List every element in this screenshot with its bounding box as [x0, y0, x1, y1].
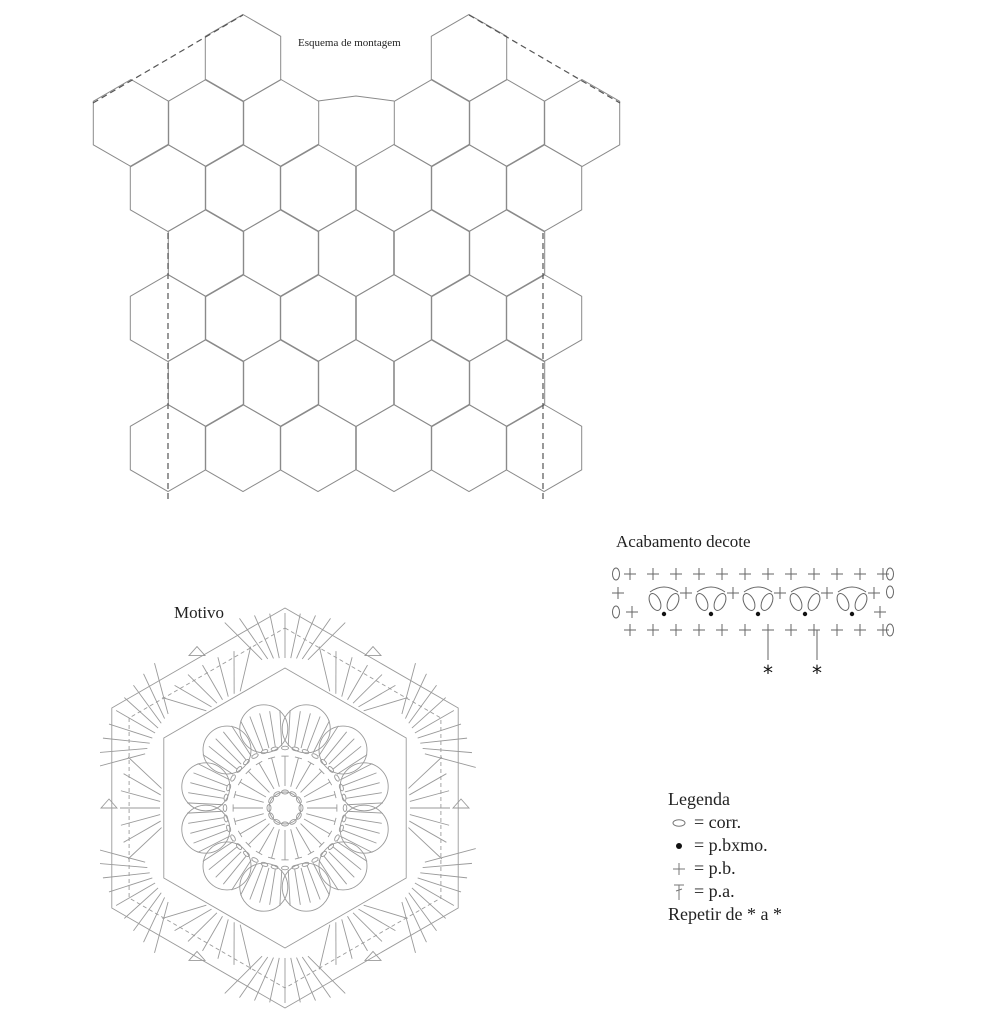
corner-fan-stitch	[133, 685, 161, 723]
legend	[668, 788, 782, 926]
double-crochet-spoke	[223, 732, 246, 760]
assembly-hexagon	[318, 340, 393, 427]
double-crochet-spoke	[324, 732, 347, 760]
double-crochet-spoke	[209, 847, 237, 870]
double-crochet-spoke	[346, 793, 382, 799]
corner-fan-stitch	[155, 902, 169, 953]
corner-fan-stitch	[225, 956, 262, 993]
side-fan-stitch	[353, 675, 382, 704]
corner-fan-stitch	[100, 748, 147, 752]
double-crochet-spoke	[188, 793, 224, 799]
slip-stitch-dot-icon	[668, 841, 690, 851]
side-fan-stitch	[409, 821, 446, 842]
shell-oval	[647, 592, 664, 613]
double-crochet-spoke	[280, 710, 282, 746]
corner-fan-stitch	[100, 754, 145, 768]
corner-fan-stitch	[308, 956, 345, 993]
assembly-hexagon	[469, 210, 544, 297]
assembly-hexagon	[205, 405, 280, 492]
double-crochet-spoke	[280, 870, 282, 906]
double-crochet-spoke	[329, 739, 354, 764]
double-crochet-top	[238, 831, 242, 837]
corner-fan-stitch	[124, 698, 158, 729]
chain-oval	[334, 774, 341, 782]
double-crochet-spoke	[345, 783, 380, 792]
shell-oval	[806, 592, 823, 613]
assembly-hexagon	[243, 210, 318, 297]
assembly-hexagon	[469, 340, 544, 427]
shell-arc	[650, 587, 678, 592]
shell-oval	[712, 592, 729, 613]
double-crochet-spoke	[235, 814, 264, 822]
corner-fan-stitch	[225, 623, 262, 660]
chain-oval	[223, 805, 227, 812]
neck-finish-title: Acabamento decote	[616, 532, 751, 551]
double-crochet-spoke	[235, 795, 264, 803]
double-crochet-spoke	[248, 771, 269, 792]
assembly-hexagon	[205, 15, 280, 102]
assembly-hexagon	[394, 340, 469, 427]
corner-fan-stitch	[144, 674, 165, 719]
double-crochet-spoke	[216, 739, 241, 764]
corner-fan-stitch	[308, 623, 345, 660]
slip-stitch-dot	[709, 612, 713, 616]
double-crochet-tee-icon	[668, 883, 690, 901]
assembly-hexagon	[506, 145, 581, 232]
double-crochet-top	[328, 831, 332, 837]
legend-item-single-crochet	[668, 857, 782, 880]
legend-item-label: = corr.	[694, 812, 742, 832]
double-crochet-spoke	[240, 819, 266, 834]
corner-fan-stitch	[116, 883, 155, 906]
right-shoulder-dash	[469, 15, 620, 103]
assembly-hexagon	[431, 275, 506, 362]
double-crochet-top	[238, 779, 242, 785]
double-crochet-spoke	[260, 868, 269, 903]
side-fan-stitch	[410, 791, 449, 802]
slip-stitch-dot	[662, 612, 666, 616]
corner-fan-stitch	[409, 893, 437, 931]
corner-fan-stitch	[144, 897, 165, 942]
corner-fan-stitch	[418, 724, 461, 738]
double-crochet-spoke	[250, 717, 263, 751]
assembly-hexagon	[168, 340, 243, 427]
corner-fan-stitch	[409, 685, 437, 723]
picot-triangle	[453, 799, 469, 808]
double-crochet-spoke	[270, 711, 276, 747]
picot-triangle	[101, 799, 117, 808]
side-fan-stitch	[410, 815, 449, 826]
side-fan-stitch	[188, 913, 217, 942]
assembly-hexagon	[356, 275, 431, 362]
double-crochet-spoke	[304, 782, 330, 797]
picot-triangle	[365, 951, 381, 960]
side-fan-stitch	[348, 665, 368, 700]
corner-fan-stitch	[109, 724, 152, 738]
side-fan-stitch	[188, 675, 217, 704]
corner-fan-stitch	[402, 902, 416, 953]
chain-oval	[613, 568, 620, 580]
side-fan-stitch	[121, 815, 160, 826]
corner-fan-stitch	[297, 958, 316, 1001]
double-crochet-spoke	[187, 811, 223, 813]
assembly-hexagon	[318, 210, 393, 297]
corner-fan-stitch	[412, 888, 446, 919]
double-crochet-spoke	[240, 782, 266, 797]
left-shoulder-dash	[93, 15, 243, 103]
double-crochet-spoke	[194, 773, 228, 786]
motif-chart	[100, 598, 480, 1018]
assembly-hexagon	[168, 80, 243, 167]
double-crochet-top	[308, 851, 314, 855]
side-fan-stitch	[408, 757, 441, 788]
double-crochet-spoke	[295, 711, 301, 747]
picot-triangle	[189, 647, 205, 656]
assembly-hexagon	[356, 145, 431, 232]
side-fan-stitch	[175, 685, 212, 706]
double-crochet-spoke	[295, 869, 301, 905]
chain-oval	[311, 857, 319, 864]
double-crochet-spoke	[272, 758, 280, 787]
double-crochet-spoke	[329, 852, 354, 877]
corner-fan-stitch	[302, 618, 330, 659]
assembly-hexagon	[431, 15, 506, 102]
corner-fan-stitch	[418, 878, 461, 892]
double-crochet-spoke	[188, 818, 224, 824]
slip-stitch-dot	[756, 612, 760, 616]
legend-title: Legenda	[668, 789, 730, 809]
chain-oval	[311, 753, 319, 760]
chain-oval	[261, 861, 269, 867]
double-crochet-spoke	[209, 746, 237, 769]
assembly-hexagon	[243, 80, 318, 167]
chain-oval	[302, 861, 310, 867]
legend-item-label: = p.a.	[694, 881, 735, 901]
shell-arc	[697, 587, 725, 592]
corner-fan-stitch	[254, 615, 273, 658]
double-crochet-spoke	[190, 824, 225, 833]
double-crochet-spoke	[216, 852, 241, 877]
double-crochet-spoke	[187, 803, 223, 805]
hexagon-grid	[93, 15, 619, 501]
double-crochet-spoke	[248, 824, 269, 845]
chain-oval	[226, 784, 232, 792]
double-crochet-spoke	[250, 866, 263, 900]
side-fan-stitch	[408, 828, 441, 859]
chain-oval-icon	[668, 818, 690, 828]
double-crochet-spoke	[324, 856, 347, 884]
double-crochet-spoke	[194, 830, 228, 843]
corner-fan-stitch	[297, 615, 316, 658]
corner-fan-stitch	[100, 849, 145, 863]
side-fan-stitch	[218, 919, 228, 958]
assembly-hexagon	[243, 340, 318, 427]
double-crochet-spoke	[259, 763, 274, 789]
chain-oval	[282, 866, 289, 870]
neck-finish-chart	[600, 552, 910, 682]
side-fan-stitch	[358, 909, 395, 930]
assembly-hexagon	[205, 145, 280, 232]
corner-fan-stitch	[423, 863, 472, 867]
legend-item-label: = p.b.	[694, 858, 736, 878]
corner-fan-stitch	[420, 873, 467, 878]
double-crochet-spoke	[347, 803, 383, 805]
corner-fan-stitch	[155, 663, 169, 714]
double-crochet-spoke	[301, 713, 310, 748]
chain-oval	[338, 784, 344, 792]
double-crochet-spoke	[304, 819, 330, 834]
double-crochet-spoke	[301, 868, 310, 903]
double-crochet-spoke	[307, 717, 320, 751]
shell-oval	[788, 592, 805, 613]
side-fan-stitch	[175, 909, 212, 930]
repeat-mark-right: *	[812, 661, 822, 682]
neck-edge	[318, 96, 394, 101]
double-crochet-spoke	[259, 827, 274, 853]
double-crochet-spoke	[343, 773, 377, 786]
double-crochet-spoke	[272, 829, 280, 858]
side-fan-stitch	[342, 919, 352, 958]
legend-item-chain	[668, 811, 782, 834]
double-crochet-spoke	[301, 824, 322, 845]
single-crochet-cross-icon	[668, 862, 690, 876]
shell-oval	[759, 592, 776, 613]
assembly-hexagon	[356, 405, 431, 492]
assembly-hexagon	[280, 145, 355, 232]
double-crochet-spoke	[296, 827, 311, 853]
chain-oval	[230, 834, 237, 842]
chain-oval	[251, 753, 259, 760]
assembly-hexagon	[431, 405, 506, 492]
assembly-hexagon	[394, 80, 469, 167]
legend-item-slip-stitch	[668, 834, 782, 857]
side-fan-stitch	[128, 757, 161, 788]
double-crochet-spoke	[291, 758, 299, 787]
motif-hex-inner	[164, 668, 406, 948]
side-fan-stitch	[342, 657, 352, 696]
double-crochet-spoke	[190, 783, 225, 792]
double-crochet-spoke	[260, 713, 269, 748]
corner-fan-stitch	[239, 957, 267, 998]
side-fan-stitch	[128, 828, 161, 859]
corner-fan-stitch	[109, 878, 152, 892]
center-ring	[269, 792, 301, 824]
corner-fan-stitch	[302, 957, 330, 998]
double-crochet-spoke	[288, 710, 290, 746]
chain-oval	[251, 857, 259, 864]
chain-oval	[302, 749, 310, 755]
shell-oval	[835, 592, 852, 613]
legend-item-label: = p.bxmo.	[694, 835, 768, 855]
picot-triangle	[365, 647, 381, 656]
slip-stitch-dot	[850, 612, 854, 616]
double-crochet-spoke	[333, 746, 361, 769]
picot-triangle	[189, 951, 205, 960]
assembly-hexagon	[205, 275, 280, 362]
double-crochet-spoke	[333, 847, 361, 870]
motif-hex-outer	[129, 628, 441, 988]
shell-oval	[853, 592, 870, 613]
corner-fan-stitch	[133, 893, 161, 931]
corner-fan-stitch	[405, 897, 426, 942]
double-crochet-spoke	[343, 830, 377, 843]
side-fan-stitch	[353, 913, 382, 942]
double-crochet-spoke	[306, 814, 335, 822]
chain-oval	[282, 746, 289, 750]
assembly-hexagon	[431, 145, 506, 232]
double-crochet-top	[256, 761, 262, 765]
repeat-note: Repetir de * a *	[668, 904, 782, 924]
side-fan-stitch	[121, 791, 160, 802]
corner-fan-stitch	[116, 711, 155, 734]
double-crochet-spoke	[347, 811, 383, 813]
shell-arc	[744, 587, 772, 592]
chain-oval	[613, 606, 620, 618]
shell-arc	[791, 587, 819, 592]
corner-fan-stitch	[405, 674, 426, 719]
assembly-hexagon	[394, 210, 469, 297]
side-fan-stitch	[218, 657, 228, 696]
chain-oval	[261, 749, 269, 755]
repeat-mark-left: *	[763, 661, 773, 682]
corner-fan-stitch	[239, 618, 267, 659]
corner-fan-stitch	[420, 738, 467, 743]
double-crochet-top	[328, 779, 332, 785]
corner-fan-stitch	[254, 958, 273, 1001]
corner-fan-stitch	[100, 863, 147, 867]
assembly-hexagon	[130, 145, 205, 232]
assembly-hexagon	[168, 210, 243, 297]
double-crochet-spoke	[223, 856, 246, 884]
corner-fan-stitch	[103, 738, 150, 743]
corner-fan-stitch	[103, 873, 150, 878]
double-crochet-spoke	[301, 771, 322, 792]
corner-fan-stitch	[124, 888, 158, 919]
assembly-hexagon	[280, 275, 355, 362]
corner-fan-stitch	[402, 663, 416, 714]
slip-stitch-dot	[803, 612, 807, 616]
chain-oval	[343, 805, 347, 812]
assembly-hexagon	[506, 275, 581, 362]
double-crochet-spoke	[296, 763, 311, 789]
double-crochet-spoke	[270, 869, 276, 905]
chain-oval	[338, 825, 344, 833]
double-crochet-top	[308, 761, 314, 765]
corner-fan-stitch	[423, 748, 472, 752]
double-crochet-spoke	[306, 795, 335, 803]
double-crochet-spoke	[307, 866, 320, 900]
assembly-hexagon	[280, 405, 355, 492]
assembly-hexagon	[506, 405, 581, 492]
double-crochet-spoke	[291, 829, 299, 858]
double-crochet-top	[256, 851, 262, 855]
corner-fan-stitch	[415, 711, 454, 734]
chain-oval	[226, 825, 232, 833]
double-crochet-spoke	[288, 870, 290, 906]
shell-arc	[838, 587, 866, 592]
side-fan-stitch	[358, 685, 395, 706]
motif-title: Motivo	[174, 603, 225, 622]
chain-oval	[887, 586, 894, 598]
shell-oval	[694, 592, 711, 613]
double-crochet-spoke	[345, 824, 380, 833]
side-fan-stitch	[319, 925, 329, 970]
corner-fan-stitch	[291, 958, 301, 1003]
legend-item-double-crochet	[668, 880, 782, 903]
shell-oval	[665, 592, 682, 613]
assembly-hexagon	[93, 80, 168, 167]
assembly-title: Esquema de montagem	[298, 37, 401, 49]
chain-oval	[334, 834, 341, 842]
chain-oval	[230, 774, 237, 782]
assembly-hexagon	[469, 80, 544, 167]
assembly-hexagon	[544, 80, 619, 167]
shell-oval	[741, 592, 758, 613]
double-crochet-spoke	[346, 818, 382, 824]
